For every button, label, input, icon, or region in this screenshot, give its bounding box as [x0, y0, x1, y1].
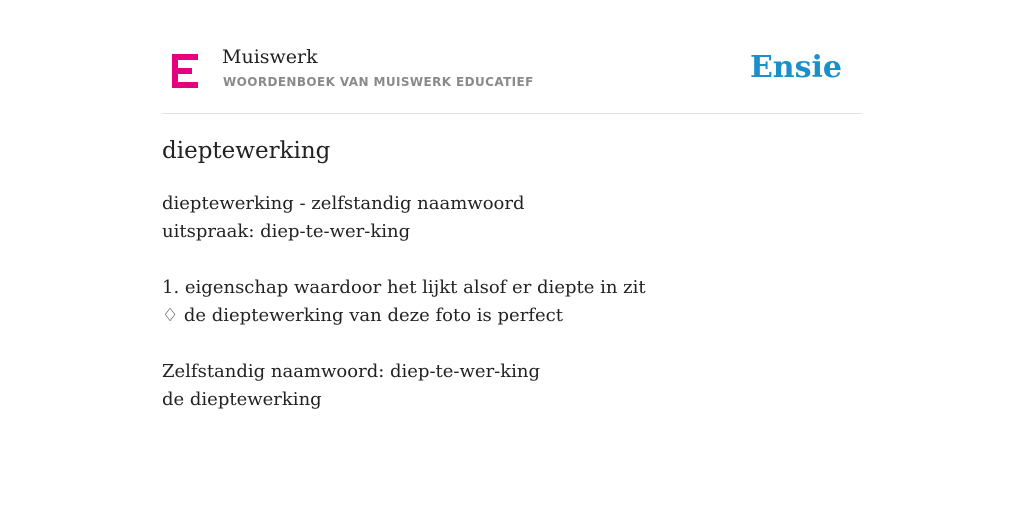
definition-line-meaning: 1. eigenschap waardoor het lijkt alsof er diepte in zit	[162, 277, 646, 298]
muiswerk-logo-icon[interactable]	[172, 54, 200, 88]
definition-line-syllables: Zelfstandig naamwoord: diep-te-wer-king	[162, 361, 541, 382]
site-name[interactable]: Muiswerk	[222, 46, 318, 68]
definition-line-spacer	[162, 330, 646, 358]
page-container	[162, 0, 862, 410]
site-header	[162, 0, 862, 114]
ensie-link[interactable]: Ensie	[749, 50, 842, 85]
logo-bar-bottom	[172, 82, 198, 88]
entry-definition	[162, 190, 646, 414]
definition-line-pronunciation: uitspraak: diep-te-wer-king	[162, 221, 411, 242]
logo-bar-top	[172, 54, 198, 60]
definition-line-word-class: dieptewerking - zelfstandig naamwoord	[162, 193, 525, 214]
site-subtitle: WOORDENBOEK VAN MUISWERK EDUCATIEF	[223, 75, 534, 89]
logo-bar-middle	[172, 68, 192, 74]
entry-title: dieptewerking	[162, 138, 331, 164]
definition-line-spacer	[162, 246, 646, 274]
definition-line-article: de dieptewerking	[162, 389, 322, 410]
definition-line-example: ♢ de dieptewerking van deze foto is perfect	[162, 305, 563, 326]
